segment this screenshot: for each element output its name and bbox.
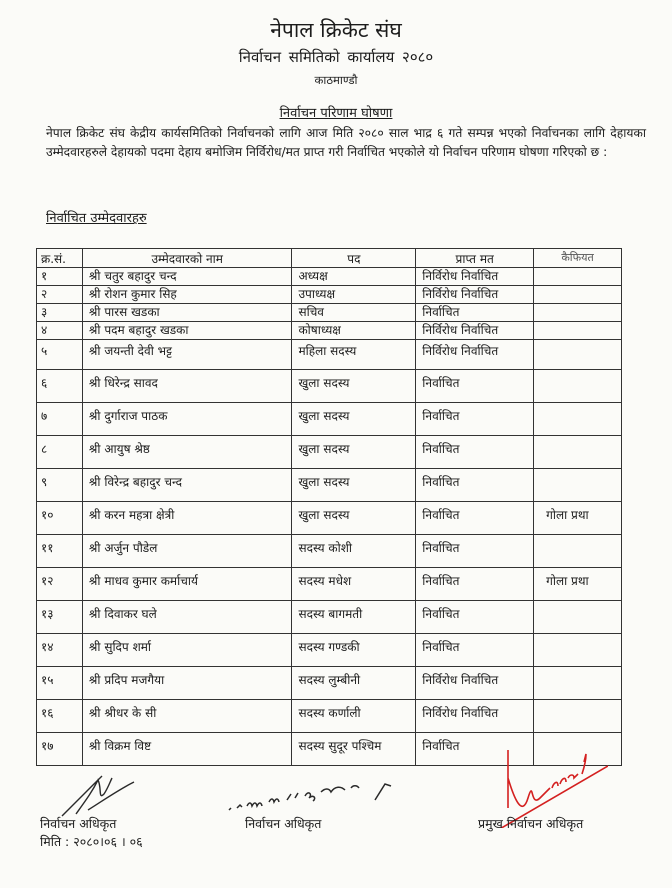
cell-remark: गोला प्रथा xyxy=(534,502,622,535)
cell-remark xyxy=(534,535,622,568)
table-row xyxy=(37,340,622,370)
table-body xyxy=(37,268,622,766)
cell-remark xyxy=(534,469,622,502)
table-row xyxy=(37,469,622,502)
cell-serial: ८ xyxy=(37,436,83,469)
cell-candidate-name: श्री पदम बहादुर खडका xyxy=(82,322,292,340)
cell-candidate-name: श्री जयन्ती देवी भट्ट xyxy=(82,340,292,370)
header-votes: प्राप्त मत xyxy=(416,249,534,268)
cell-serial: १६ xyxy=(37,700,83,733)
signature-label-chief-officer: प्रमुख निर्वाचन अधिकृत xyxy=(478,816,584,831)
cell-candidate-name: श्री रोशन कुमार सिह xyxy=(82,286,292,304)
cell-post: सदस्य कोशी xyxy=(292,535,416,568)
cell-remark xyxy=(534,436,622,469)
table-row xyxy=(37,535,622,568)
cell-votes: निर्वाचित xyxy=(416,601,534,634)
cell-votes: निर्वाचित xyxy=(416,634,534,667)
cell-post: खुला सदस्य xyxy=(292,469,416,502)
table-row xyxy=(37,268,622,286)
cell-post: कोषाध्यक्ष xyxy=(292,322,416,340)
cell-votes: निर्वाचित xyxy=(416,370,534,403)
cell-votes: निर्वाचित xyxy=(416,733,534,766)
cell-serial: २ xyxy=(37,286,83,304)
cell-serial: १७ xyxy=(37,733,83,766)
cell-remark xyxy=(534,700,622,733)
office-name: निर्वाचन समितिको कार्यालय २०८० xyxy=(238,48,434,66)
table-row xyxy=(37,322,622,340)
cell-votes: निर्विरोध निर्वाचित xyxy=(416,286,534,304)
cell-post: सदस्य लुम्बीनी xyxy=(292,667,416,700)
cell-candidate-name: श्री आयुष श्रेष्ठ xyxy=(82,436,292,469)
signature-label-officer-2: निर्वाचन अधिकृत xyxy=(245,816,322,831)
cell-votes: निर्विरोध निर्वाचित xyxy=(416,667,534,700)
cell-votes: निर्विरोध निर्वाचित xyxy=(416,268,534,286)
table-row xyxy=(37,700,622,733)
section-title: निर्वाचित उम्मेदवारहरु xyxy=(46,211,147,226)
cell-remark xyxy=(534,268,622,286)
cell-remark xyxy=(534,403,622,436)
cell-votes: निर्वाचित xyxy=(416,535,534,568)
cell-serial: ५ xyxy=(37,340,83,370)
cell-post: खुला सदस्य xyxy=(292,502,416,535)
cell-serial: १३ xyxy=(37,601,83,634)
cell-candidate-name: श्री अर्जुन पौडेल xyxy=(82,535,292,568)
cell-serial: ७ xyxy=(37,403,83,436)
cell-post: सदस्य गण्डकी xyxy=(292,634,416,667)
location: काठमाण्डौ xyxy=(314,73,358,87)
cell-votes: निर्वाचित xyxy=(416,568,534,601)
cell-candidate-name: श्री पारस खडका xyxy=(82,304,292,322)
cell-candidate-name: श्री करन महत्रा क्षेत्री xyxy=(82,502,292,535)
results-table xyxy=(36,248,622,766)
cell-serial: १२ xyxy=(37,568,83,601)
cell-post: खुला सदस्य xyxy=(292,370,416,403)
cell-serial: ३ xyxy=(37,304,83,322)
signature-date: मिति : २०८०।०६ । ०६ xyxy=(40,834,143,849)
cell-remark xyxy=(534,667,622,700)
cell-post: सदस्य कर्णाली xyxy=(292,700,416,733)
table-row xyxy=(37,403,622,436)
table-row xyxy=(37,436,622,469)
intro-paragraph: नेपाल क्रिकेट संघ केद्रीय कार्यसमितिको निर्वाचनको लागि आज मिति २०८० साल भाद्र ६ गते सम्पन्न भएको निर्वाचनका लागि देहायका उम्मेदवारहरुले देहायको पदमा देहाय बमोजिम निर्विरोध/मत प्राप्त गरी निर्वाचित भएकोले यो निर्वाचन परिणाम घोषणा गरिएको छ : xyxy=(46,126,646,159)
cell-serial: ४ xyxy=(37,322,83,340)
signature-label-officer-1: निर्वाचन अधिकृत xyxy=(40,816,117,831)
cell-post: उपाध्यक्ष xyxy=(292,286,416,304)
cell-candidate-name: श्री चतुर बहादुर चन्द xyxy=(82,268,292,286)
cell-candidate-name: श्री विरेन्द्र बहादुर चन्द xyxy=(82,469,292,502)
cell-remark xyxy=(534,634,622,667)
cell-serial: १४ xyxy=(37,634,83,667)
cell-votes: निर्वाचित xyxy=(416,304,534,322)
cell-post: सचिव xyxy=(292,304,416,322)
cell-remark: गोला प्रथा xyxy=(534,568,622,601)
table-row xyxy=(37,370,622,403)
table-row xyxy=(37,286,622,304)
cell-serial: ११ xyxy=(37,535,83,568)
cell-votes: निर्वाचित xyxy=(416,469,534,502)
cell-candidate-name: श्री सुदिप शर्मा xyxy=(82,634,292,667)
cell-votes: निर्वाचित xyxy=(416,436,534,469)
cell-post: खुला सदस्य xyxy=(292,436,416,469)
cell-votes: निर्विरोध निर्वाचित xyxy=(416,322,534,340)
cell-post: सदस्य सुदूर पश्चिम xyxy=(292,733,416,766)
table-row xyxy=(37,502,622,535)
cell-remark xyxy=(534,601,622,634)
cell-votes: निर्विरोध निर्वाचित xyxy=(416,700,534,733)
cell-post: अध्यक्ष xyxy=(292,268,416,286)
cell-candidate-name: श्री प्रदिप मजगैया xyxy=(82,667,292,700)
header-candidate-name: उम्मेदवारको नाम xyxy=(82,249,292,268)
cell-remark xyxy=(534,340,622,370)
cell-votes: निर्वाचित xyxy=(416,403,534,436)
notice-title: निर्वाचन परिणाम घोषणा xyxy=(279,106,393,121)
cell-candidate-name: श्री श्रीधर के सी xyxy=(82,700,292,733)
cell-serial: १ xyxy=(37,268,83,286)
organization-name: नेपाल क्रिकेट संघ xyxy=(270,18,402,42)
table-header-row xyxy=(37,249,622,268)
cell-remark xyxy=(534,370,622,403)
header-post: पद xyxy=(292,249,416,268)
signature-officer-2 xyxy=(225,778,425,818)
table-row xyxy=(37,634,622,667)
cell-votes: निर्विरोध निर्वाचित xyxy=(416,340,534,370)
cell-remark xyxy=(534,304,622,322)
cell-remark xyxy=(534,286,622,304)
cell-post: महिला सदस्य xyxy=(292,340,416,370)
table-row xyxy=(37,304,622,322)
cell-candidate-name: श्री दिवाकर घले xyxy=(82,601,292,634)
cell-serial: १५ xyxy=(37,667,83,700)
header-serial: क्र.सं. xyxy=(37,249,83,268)
table-row xyxy=(37,568,622,601)
cell-remark xyxy=(534,322,622,340)
header-remark: कैफियत xyxy=(534,249,622,268)
cell-candidate-name: श्री विक्रम विष्ट xyxy=(82,733,292,766)
cell-candidate-name: श्री धिरेन्द्र सावद xyxy=(82,370,292,403)
table-row xyxy=(37,667,622,700)
cell-candidate-name: श्री दुर्गाराज पाठक xyxy=(82,403,292,436)
cell-candidate-name: श्री माधव कुमार कर्माचार्य xyxy=(82,568,292,601)
cell-serial: ९ xyxy=(37,469,83,502)
cell-votes: निर्वाचित xyxy=(416,502,534,535)
table-row xyxy=(37,601,622,634)
cell-post: खुला सदस्य xyxy=(292,403,416,436)
cell-serial: १० xyxy=(37,502,83,535)
cell-serial: ६ xyxy=(37,370,83,403)
cell-post: सदस्य मधेश xyxy=(292,568,416,601)
cell-post: सदस्य बागमती xyxy=(292,601,416,634)
